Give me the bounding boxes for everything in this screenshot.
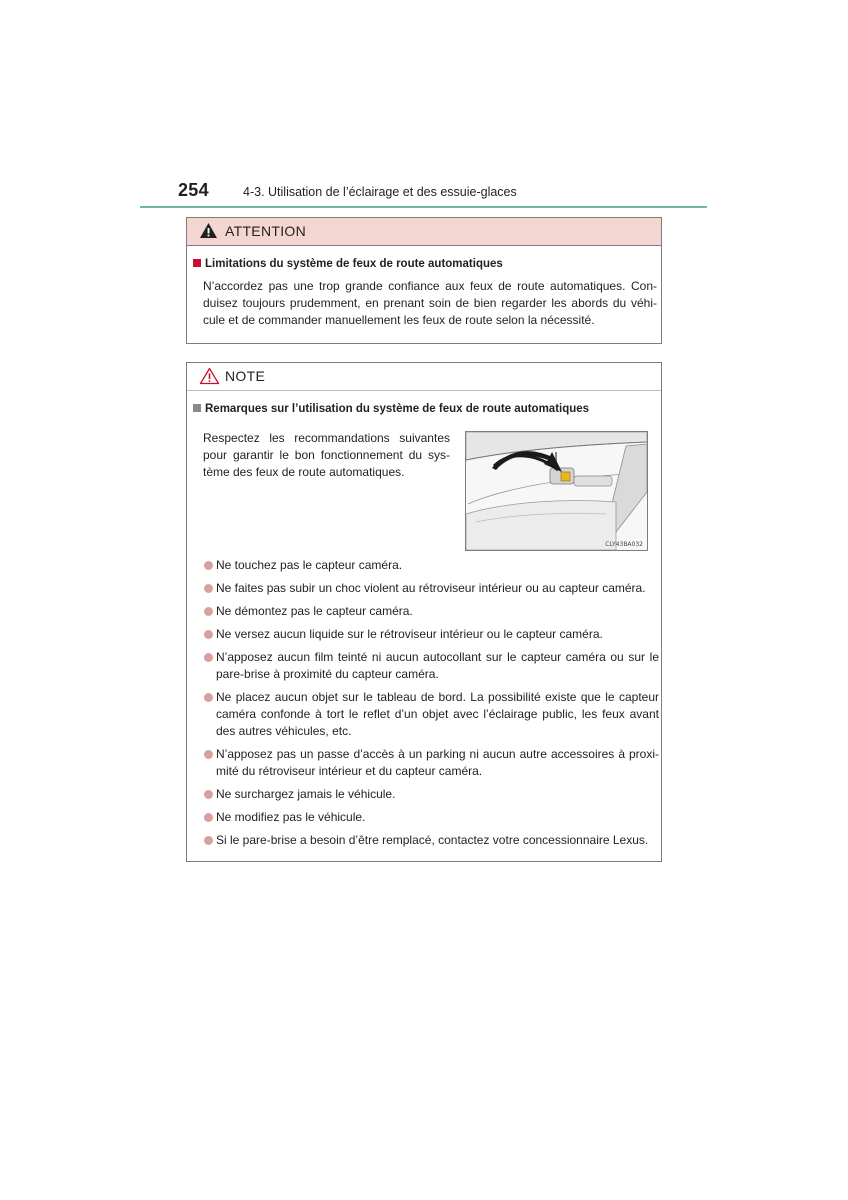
- note-intro: [203, 430, 450, 481]
- bullet-dot-icon: [204, 653, 213, 662]
- bullet-dot-icon: [204, 836, 213, 845]
- bullet-dot-icon: [204, 584, 213, 593]
- note-bar: [187, 363, 661, 391]
- note-title: NOTE: [225, 368, 266, 384]
- figure-code: CLY43BA032: [605, 541, 643, 548]
- bullet-line: Ne surchargez jamais le véhicule.: [216, 787, 396, 801]
- note-bullet-list: [203, 557, 659, 855]
- heading-square-icon: [193, 404, 201, 412]
- attention-box: [186, 217, 662, 344]
- bullet-line: N’apposez aucun film teinté ni aucun autocollant sur le capteur caméra ou sur le: [216, 650, 659, 664]
- bullet-dot-icon: [204, 561, 213, 570]
- intro-line: Respectez les recommandations suivantes: [203, 431, 450, 445]
- bullet-dot-icon: [204, 630, 213, 639]
- bullet-item: [203, 603, 659, 620]
- bullet-item: [203, 626, 659, 643]
- note-heading-text: Remarques sur l’utilisation du système de feux de route automatiques: [205, 403, 590, 415]
- attention-paragraph: [203, 278, 657, 329]
- heading-square-icon: [193, 259, 201, 267]
- bullet-dot-icon: [204, 693, 213, 702]
- bullet-line: mité du rétroviseur intérieur et du capteur caméra.: [216, 764, 483, 778]
- intro-line: tème des feux de route automatiques.: [203, 465, 405, 479]
- camera-sensor-illustration: [465, 431, 648, 551]
- bullet-line: Si le pare-brise a besoin d’être remplacé, contactez votre concessionnaire Lexus.: [216, 833, 649, 847]
- bullet-line: Ne faites pas subir un choc violent au rétroviseur intérieur ou au capteur caméra.: [216, 581, 646, 595]
- bullet-line: Ne versez aucun liquide sur le rétroviseur intérieur ou le capteur caméra.: [216, 627, 603, 641]
- bullet-dot-icon: [204, 607, 213, 616]
- bullet-dot-icon: [204, 813, 213, 822]
- attention-bar: [187, 218, 661, 246]
- page-header: [178, 180, 708, 208]
- bullet-item: [203, 832, 659, 849]
- bullet-item: [203, 689, 659, 740]
- note-box: [186, 362, 662, 862]
- bullet-line: Ne touchez pas le capteur caméra.: [216, 558, 403, 572]
- bullet-line: Ne placez aucun objet sur le tableau de bord. La possibilité existe que le capteur: [216, 690, 659, 704]
- attention-title: ATTENTION: [225, 223, 306, 239]
- intro-line: pour garantir le bon fonctionnement du sys-: [203, 448, 450, 462]
- bullet-line: des autres véhicules, etc.: [216, 724, 352, 738]
- windshield-illustration: [466, 432, 647, 550]
- bullet-item: [203, 649, 659, 683]
- attention-heading: [193, 258, 503, 270]
- attention-line: duisez toujours prudemment, en prenant soin de bien regarder les abords du véhi-: [203, 296, 657, 310]
- bullet-dot-icon: [204, 750, 213, 759]
- warning-triangle-icon: [199, 222, 218, 244]
- bullet-item: [203, 786, 659, 803]
- section-title: 4-3. Utilisation de l’éclairage et des essuie-glaces: [243, 185, 517, 199]
- bullet-line: Ne démontez pas le capteur caméra.: [216, 604, 413, 618]
- attention-line: cule et de commander manuellement les feux de route selon la nécessité.: [203, 313, 595, 327]
- page-number: 254: [178, 180, 209, 200]
- bullet-line: N’apposez pas un passe d’accès à un parking ni aucun autre accessoires à proxi-: [216, 747, 659, 761]
- attention-heading-text: Limitations du système de feux de route automatiques: [205, 258, 503, 270]
- bullet-line: caméra confonde à tort le reflet d’un objet avec l’éclairage public, les feux avant: [216, 707, 659, 721]
- bullet-line: Ne modifiez pas le véhicule.: [216, 810, 366, 824]
- bullet-line: pare-brise à proximité du capteur caméra.: [216, 667, 439, 681]
- bullet-item: [203, 809, 659, 826]
- header-rule: [140, 206, 707, 208]
- warning-triangle-outline-icon: [199, 367, 220, 390]
- bullet-dot-icon: [204, 790, 213, 799]
- attention-line: N’accordez pas une trop grande confiance aux feux de route automatiques. Con-: [203, 279, 657, 293]
- note-heading: [193, 403, 589, 415]
- bullet-item: [203, 580, 659, 597]
- bullet-item: [203, 746, 659, 780]
- bullet-item: [203, 557, 659, 574]
